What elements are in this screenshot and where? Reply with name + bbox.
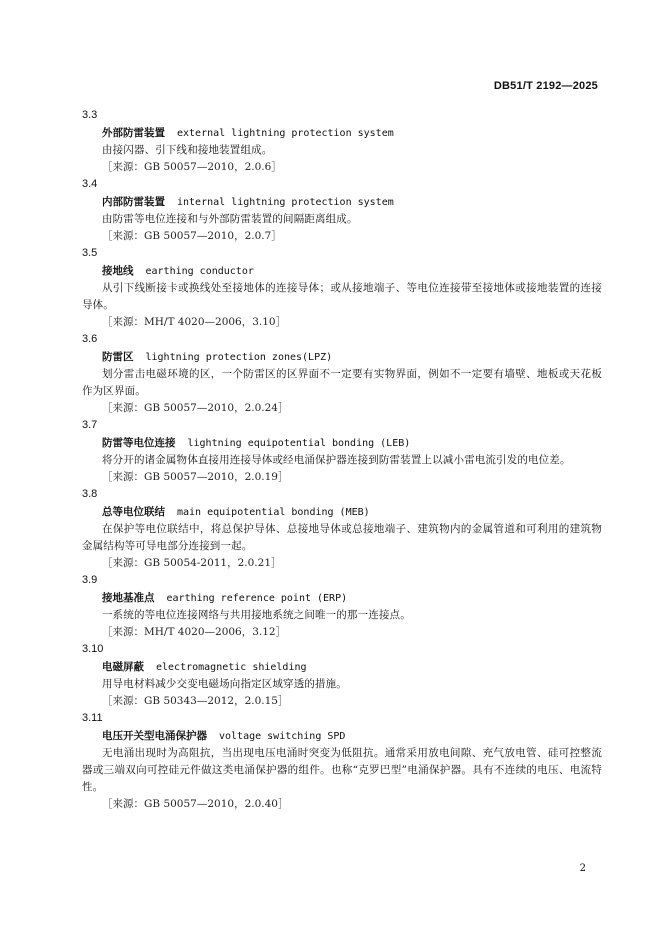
term-number: 3.8 [82, 488, 98, 500]
term-title [82, 589, 602, 607]
term-entry [82, 417, 602, 486]
term-title [82, 434, 602, 452]
term-number: 3.5 [82, 247, 98, 259]
term-entry [82, 331, 602, 417]
term-number: 3.7 [82, 419, 98, 431]
term-title-cn: 接地线 [102, 265, 134, 277]
term-entry [82, 245, 602, 331]
document-code: DB51/T 2192—2025 [493, 80, 598, 92]
term-number: 3.11 [82, 712, 103, 724]
term-definition: 一系统的等电位连接网络与共用接地系统之间唯一的那一连接点。 [102, 609, 411, 621]
term-number: 3.4 [82, 178, 98, 190]
term-source: ［来源：MH/T 4020—2006，3.12］ [102, 626, 287, 638]
term-title [82, 503, 602, 521]
term-title-en: external lightning protection system [177, 128, 394, 139]
term-title-en: earthing conductor [145, 266, 254, 277]
term-title-en: internal lightning protection system [177, 197, 394, 208]
term-definition: 无电涌出现时为高阻抗，当出现电压电涌时突变为低阻抗。通常采用放电间隙、充气放电管、硅可控整流器或三端双向可控硅元件做这类电涌保护器的组件。也称“克罗巴型”电涌保护器。具有不连续的电压、电流特性。 [82, 747, 602, 793]
term-entry [82, 710, 602, 813]
term-source: ［来源：GB 50057—2010，2.0.19］ [102, 471, 289, 483]
term-title-cn: 接地基准点 [102, 592, 155, 604]
term-entry [82, 641, 602, 710]
term-number: 3.10 [82, 643, 104, 655]
term-source: ［来源：GB 50057—2010，2.0.40］ [102, 798, 289, 810]
term-title [82, 262, 602, 280]
term-entry [82, 572, 602, 641]
term-title-cn: 电磁屏蔽 [102, 661, 144, 673]
term-title [82, 658, 602, 676]
term-entry [82, 486, 602, 572]
term-number: 3.6 [82, 333, 98, 345]
term-source: ［来源：GB 50343—2012，2.0.15］ [102, 695, 289, 707]
term-definition: 用导电材料减少交变电磁场向指定区域穿透的措施。 [102, 678, 347, 690]
term-source: ［来源：GB 50057—2010，2.0.6］ [102, 161, 282, 173]
term-definition: 由接闪器、引下线和接地装置组成。 [102, 144, 273, 156]
term-title-cn: 总等电位联结 [102, 506, 165, 518]
term-definition: 在保护等电位联结中，将总保护导体、总接地导体或总接地端子、建筑物内的金属管道和可利用的建筑物金属结构等可导电部分连接到一起。 [82, 523, 602, 552]
term-source: ［来源：GB 50057—2010，2.0.24］ [102, 402, 289, 414]
term-title [82, 124, 602, 142]
term-title-en: lightning equipotential bonding (LEB) [187, 438, 411, 449]
page-number: 2 [579, 863, 586, 874]
term-number: 3.9 [82, 574, 98, 586]
term-definition: 由防雷等电位连接和与外部防雷装置的间隔距离组成。 [102, 213, 358, 225]
term-title-cn: 外部防雷装置 [102, 127, 165, 139]
term-title-cn: 防雷区 [102, 351, 134, 363]
term-definition: 划分雷击电磁环境的区，一个防雷区的区界面不一定要有实物界面，例如不一定要有墙壁、地板或天花板作为区界面。 [82, 368, 602, 397]
terms-list [82, 107, 602, 813]
term-title-en: lightning protection zones(LPZ) [145, 352, 333, 363]
term-title [82, 193, 602, 211]
term-source: ［来源：MH/T 4020—2006，3.10］ [102, 316, 287, 328]
term-entry [82, 176, 602, 245]
term-source: ［来源：GB 50057—2010，2.0.7］ [102, 230, 282, 242]
term-title-en: earthing reference point (ERP) [166, 593, 348, 604]
term-title-en: main equipotential bonding (MEB) [177, 507, 370, 518]
term-source: ［来源：GB 50054-2011，2.0.21］ [102, 557, 282, 569]
term-title-en: electromagnetic shielding [156, 662, 307, 673]
term-number: 3.3 [82, 109, 98, 121]
term-title-en: voltage switching SPD [219, 731, 346, 742]
term-definition: 将分开的诸金属物体直接用连接导体或经电涌保护器连接到防雷装置上以减小雷电流引发的电位差。 [102, 454, 571, 466]
term-entry [82, 107, 602, 176]
term-title-cn: 防雷等电位连接 [102, 437, 176, 449]
term-title-cn: 电压开关型电涌保护器 [102, 730, 207, 742]
term-definition: 从引下线断接卡或换线处至接地体的连接导体；或从接地端子、等电位连接带至接地体或接地装置的连接导体。 [82, 282, 602, 311]
term-title [82, 727, 602, 745]
term-title-cn: 内部防雷装置 [102, 196, 165, 208]
term-title [82, 348, 602, 366]
